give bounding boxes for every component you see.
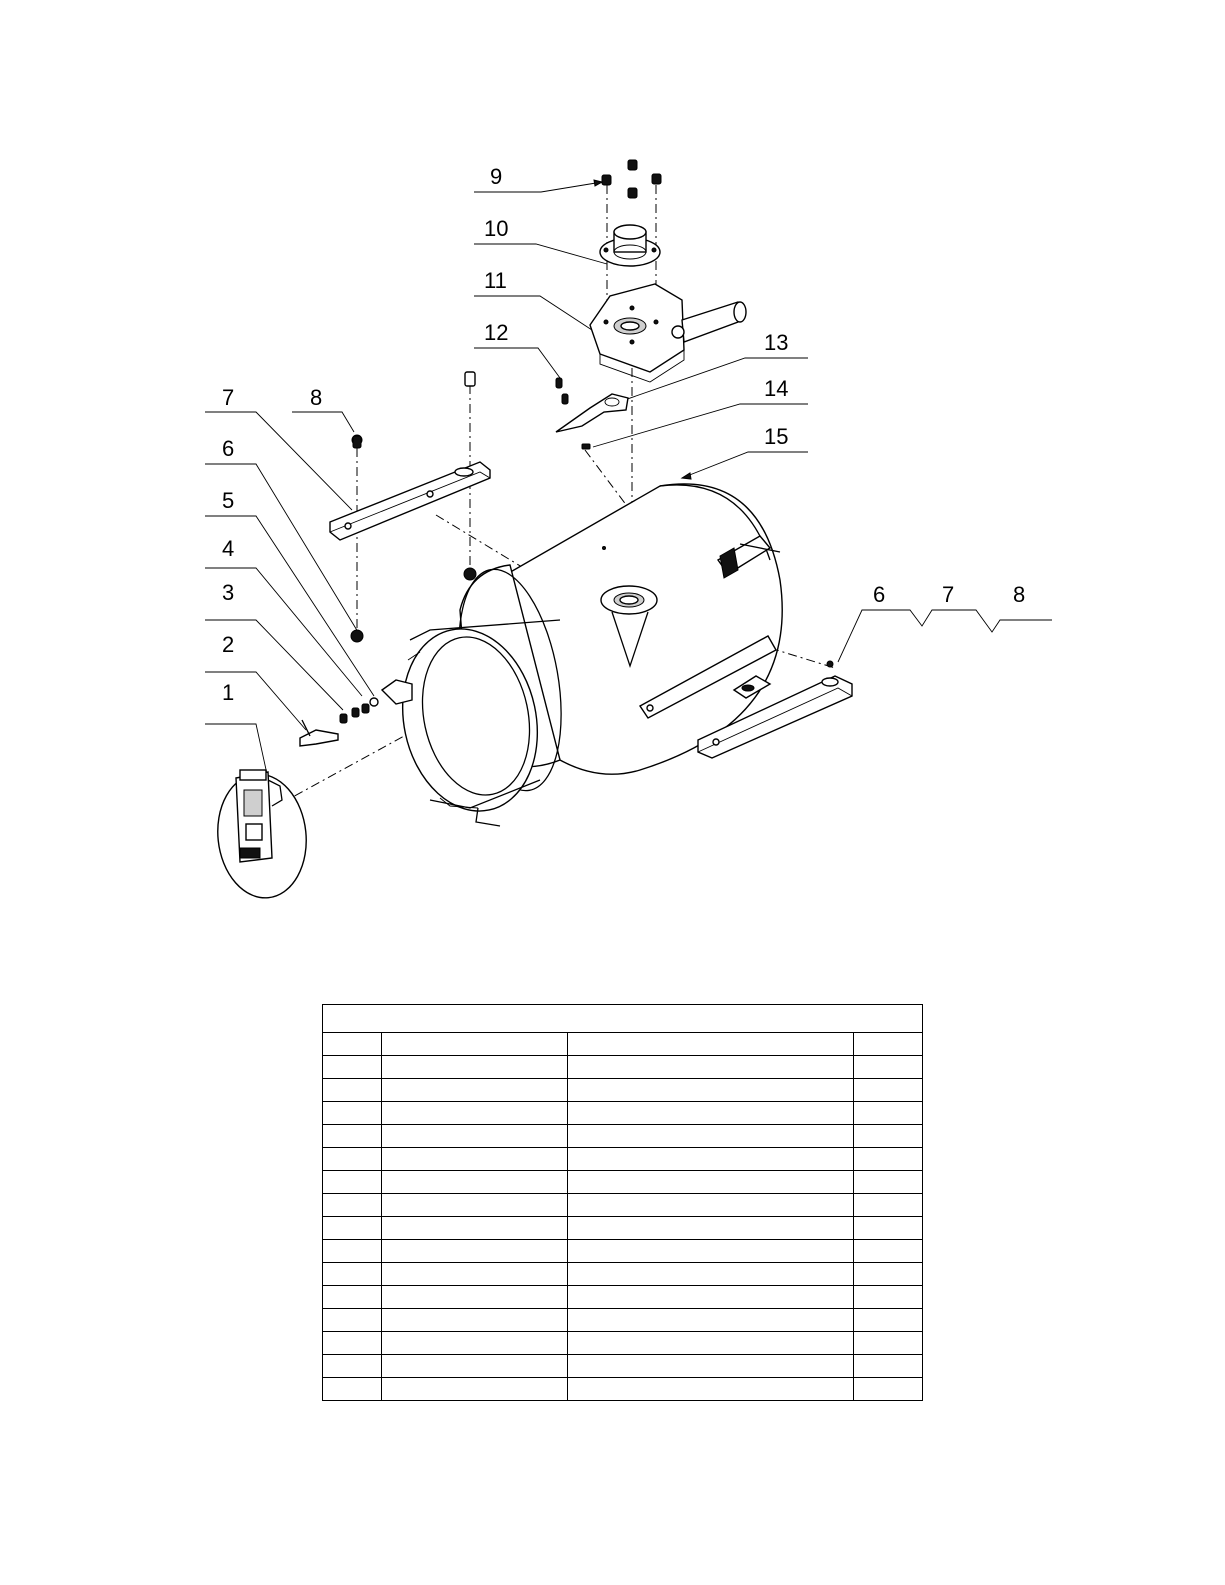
callout-11: 11	[484, 268, 507, 293]
table-cell	[854, 1079, 923, 1102]
callout-2: 2	[222, 632, 235, 657]
table-cell	[854, 1171, 923, 1194]
part-15-housing	[382, 484, 782, 826]
table-cell	[323, 1378, 382, 1401]
table-cell	[568, 1217, 854, 1240]
callout-15: 15	[764, 424, 789, 449]
table-cell	[568, 1056, 854, 1079]
part-1-control-panel	[212, 770, 312, 903]
table-cell	[382, 1056, 568, 1079]
group-callout-6: 6	[873, 582, 886, 607]
table-cell	[382, 1332, 568, 1355]
table-cell	[568, 1355, 854, 1378]
table-cell	[382, 1286, 568, 1309]
table-cell	[323, 1332, 382, 1355]
table-row	[323, 1056, 923, 1079]
table-cell	[568, 1194, 854, 1217]
table-row	[323, 1171, 923, 1194]
callout-12: 12	[484, 320, 509, 345]
table-cell	[568, 1378, 854, 1401]
table-cell	[323, 1240, 382, 1263]
table-cell	[382, 1217, 568, 1240]
callout-14: 14	[764, 376, 789, 401]
part-7-plate-top	[330, 462, 490, 540]
table-cell	[568, 1125, 854, 1148]
table-cell	[854, 1263, 923, 1286]
table-row	[323, 1263, 923, 1286]
table-row	[323, 1148, 923, 1171]
callout-5: 5	[222, 488, 235, 513]
table-cell	[568, 1309, 854, 1332]
part-10-flange	[600, 225, 660, 266]
table-cell	[854, 1056, 923, 1079]
table-cell	[568, 1102, 854, 1125]
header-cell	[382, 1033, 568, 1056]
table-row	[323, 1378, 923, 1401]
parts-list-table	[322, 1004, 923, 1401]
table-cell	[382, 1148, 568, 1171]
table-row	[323, 1286, 923, 1309]
callout-6: 6	[222, 436, 235, 461]
table-cell	[854, 1355, 923, 1378]
table-row	[323, 1355, 923, 1378]
table-cell	[854, 1332, 923, 1355]
table-cell	[568, 1332, 854, 1355]
table-cell	[568, 1148, 854, 1171]
table-cell	[323, 1102, 382, 1125]
table-cell	[382, 1378, 568, 1401]
table-row	[323, 1194, 923, 1217]
table-cell	[323, 1263, 382, 1286]
table-cell	[382, 1194, 568, 1217]
table-cell	[382, 1171, 568, 1194]
table-cell	[382, 1355, 568, 1378]
table-cell	[568, 1263, 854, 1286]
table-cell	[382, 1309, 568, 1332]
table-cell	[323, 1309, 382, 1332]
part-14-pin	[582, 444, 590, 449]
header-cell	[323, 1033, 382, 1056]
table-cell	[854, 1148, 923, 1171]
callout-4: 4	[222, 536, 235, 561]
table-cell	[323, 1125, 382, 1148]
table-row	[323, 1332, 923, 1355]
table-cell	[382, 1125, 568, 1148]
table-row	[323, 1309, 923, 1332]
table-row	[323, 1217, 923, 1240]
table-body	[323, 1056, 923, 1401]
table-cell	[323, 1171, 382, 1194]
part-11-burner-head	[590, 284, 746, 382]
table-cell	[323, 1286, 382, 1309]
table-cell	[323, 1148, 382, 1171]
callout-1: 1	[222, 680, 235, 705]
header-cell	[854, 1033, 923, 1056]
table-cell	[568, 1286, 854, 1309]
table-cell	[382, 1079, 568, 1102]
table-cell	[323, 1217, 382, 1240]
table-cell	[854, 1240, 923, 1263]
table-row	[323, 1079, 923, 1102]
table-cell	[323, 1079, 382, 1102]
table-cell	[854, 1217, 923, 1240]
group-callout-8: 8	[1013, 582, 1026, 607]
part-9-screws	[602, 160, 661, 198]
part-12-screws	[556, 378, 568, 404]
table-cell	[854, 1102, 923, 1125]
callout-9: 9	[490, 164, 503, 189]
callout-7: 7	[222, 385, 235, 410]
table-cell	[382, 1263, 568, 1286]
table-cell	[323, 1355, 382, 1378]
table-row	[323, 1102, 923, 1125]
table-cell	[568, 1171, 854, 1194]
table-row	[323, 1125, 923, 1148]
table-cell	[323, 1056, 382, 1079]
table-header-row	[323, 1033, 923, 1056]
callout-8: 8	[310, 385, 323, 410]
callout-10: 10	[484, 216, 509, 241]
table-cell	[854, 1125, 923, 1148]
table-cell	[854, 1286, 923, 1309]
table-cell	[568, 1240, 854, 1263]
table-cell	[854, 1378, 923, 1401]
callout-13: 13	[764, 330, 789, 355]
table-row	[323, 1240, 923, 1263]
table-cell	[854, 1309, 923, 1332]
table-title	[323, 1005, 923, 1033]
callout-3: 3	[222, 580, 235, 605]
group-callout-7: 7	[942, 582, 955, 607]
header-cell	[568, 1033, 854, 1056]
parts-2-5-hardware	[300, 698, 378, 746]
table-title-row	[323, 1005, 923, 1033]
table-cell	[323, 1194, 382, 1217]
table-cell	[568, 1079, 854, 1102]
table-cell	[854, 1194, 923, 1217]
table-cell	[382, 1102, 568, 1125]
table-cell	[382, 1240, 568, 1263]
